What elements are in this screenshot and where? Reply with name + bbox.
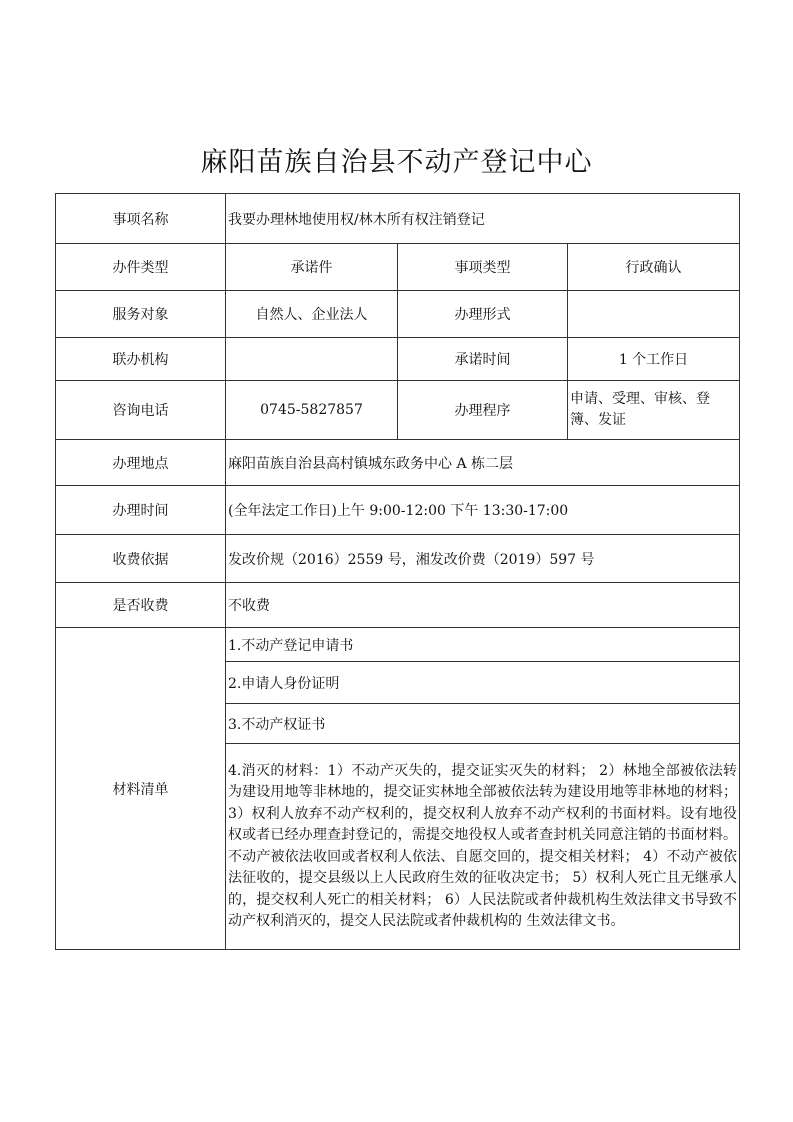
case-type-label: 办件类型 xyxy=(56,244,226,291)
charge-value: 不收费 xyxy=(226,583,740,628)
row-material-1 xyxy=(56,628,740,662)
material-item-4: 4.消灭的材料：1）不动产灭失的，提交证实灭失的材料； 2）林地全部被依法转为建设用地等非林地的，提交证实林地全部被依法转为建设用地等非林地的材料；3）权利人放弃不动产权利的，提交权利人放弃不动产权利的书面材料。设有地役权或者已经办理查封登记的，需提交地役权人或者查封机关同意注销的书面材料。不动产被依法收回或者权利人依法、自愿交回的，提交相关材料； 4）不动产被依法征收的，提交县级以上人民政府生效的征收决定书； 5）权利人死亡且无继承人的，提交权利人死亡的相关材料； 6）人民法院或者仲裁机构生效法律文书导致不动产权利消灭的，提交人民法院或者仲裁机构的 生效法律文书。 xyxy=(226,744,740,950)
fee-basis-label: 收费依据 xyxy=(56,535,226,583)
row-charge xyxy=(56,583,740,628)
item-type-label: 事项类型 xyxy=(398,244,568,291)
row-item-name xyxy=(56,194,740,244)
place-label: 办理地点 xyxy=(56,440,226,486)
joint-value xyxy=(226,338,398,381)
material-item-3: 3.不动产权证书 xyxy=(226,704,740,744)
material-item-2: 2.申请人身份证明 xyxy=(226,662,740,704)
row-joint xyxy=(56,338,740,381)
item-name-value: 我要办理林地使用权/林木所有权注销登记 xyxy=(226,194,740,244)
case-type-value: 承诺件 xyxy=(226,244,398,291)
charge-label: 是否收费 xyxy=(56,583,226,628)
procedure-label: 办理程序 xyxy=(398,381,568,440)
promise-time-value: 1 个工作日 xyxy=(568,338,740,381)
page-title: 麻阳苗族自治县不动产登记中心 xyxy=(200,147,593,178)
row-case-type xyxy=(56,244,740,291)
item-name-label: 事项名称 xyxy=(56,194,226,244)
promise-time-label: 承诺时间 xyxy=(398,338,568,381)
material-item-1: 1.不动产登记申请书 xyxy=(226,628,740,662)
row-phone xyxy=(56,381,740,440)
row-fee-basis xyxy=(56,535,740,583)
service-value: 自然人、企业法人 xyxy=(226,291,398,338)
hours-value: (全年法定工作日)上午 9:00-12:00 下午 13:30-17:00 xyxy=(226,486,740,535)
materials-label: 材料清单 xyxy=(56,628,226,950)
phone-value: 0745-5827857 xyxy=(226,381,398,440)
row-service xyxy=(56,291,740,338)
place-value: 麻阳苗族自治县高村镇城东政务中心 A 栋二层 xyxy=(226,440,740,486)
hours-label: 办理时间 xyxy=(56,486,226,535)
info-table xyxy=(55,193,740,950)
procedure-value: 申请、受理、审核、登簿、发证 xyxy=(568,381,740,440)
row-hours xyxy=(56,486,740,535)
phone-label: 咨询电话 xyxy=(56,381,226,440)
handle-form-value xyxy=(568,291,740,338)
joint-label: 联办机构 xyxy=(56,338,226,381)
fee-basis-value: 发改价规（2016）2559 号，湘发改价费（2019）597 号 xyxy=(226,535,740,583)
row-place xyxy=(56,440,740,486)
handle-form-label: 办理形式 xyxy=(398,291,568,338)
item-type-value: 行政确认 xyxy=(568,244,740,291)
service-label: 服务对象 xyxy=(56,291,226,338)
